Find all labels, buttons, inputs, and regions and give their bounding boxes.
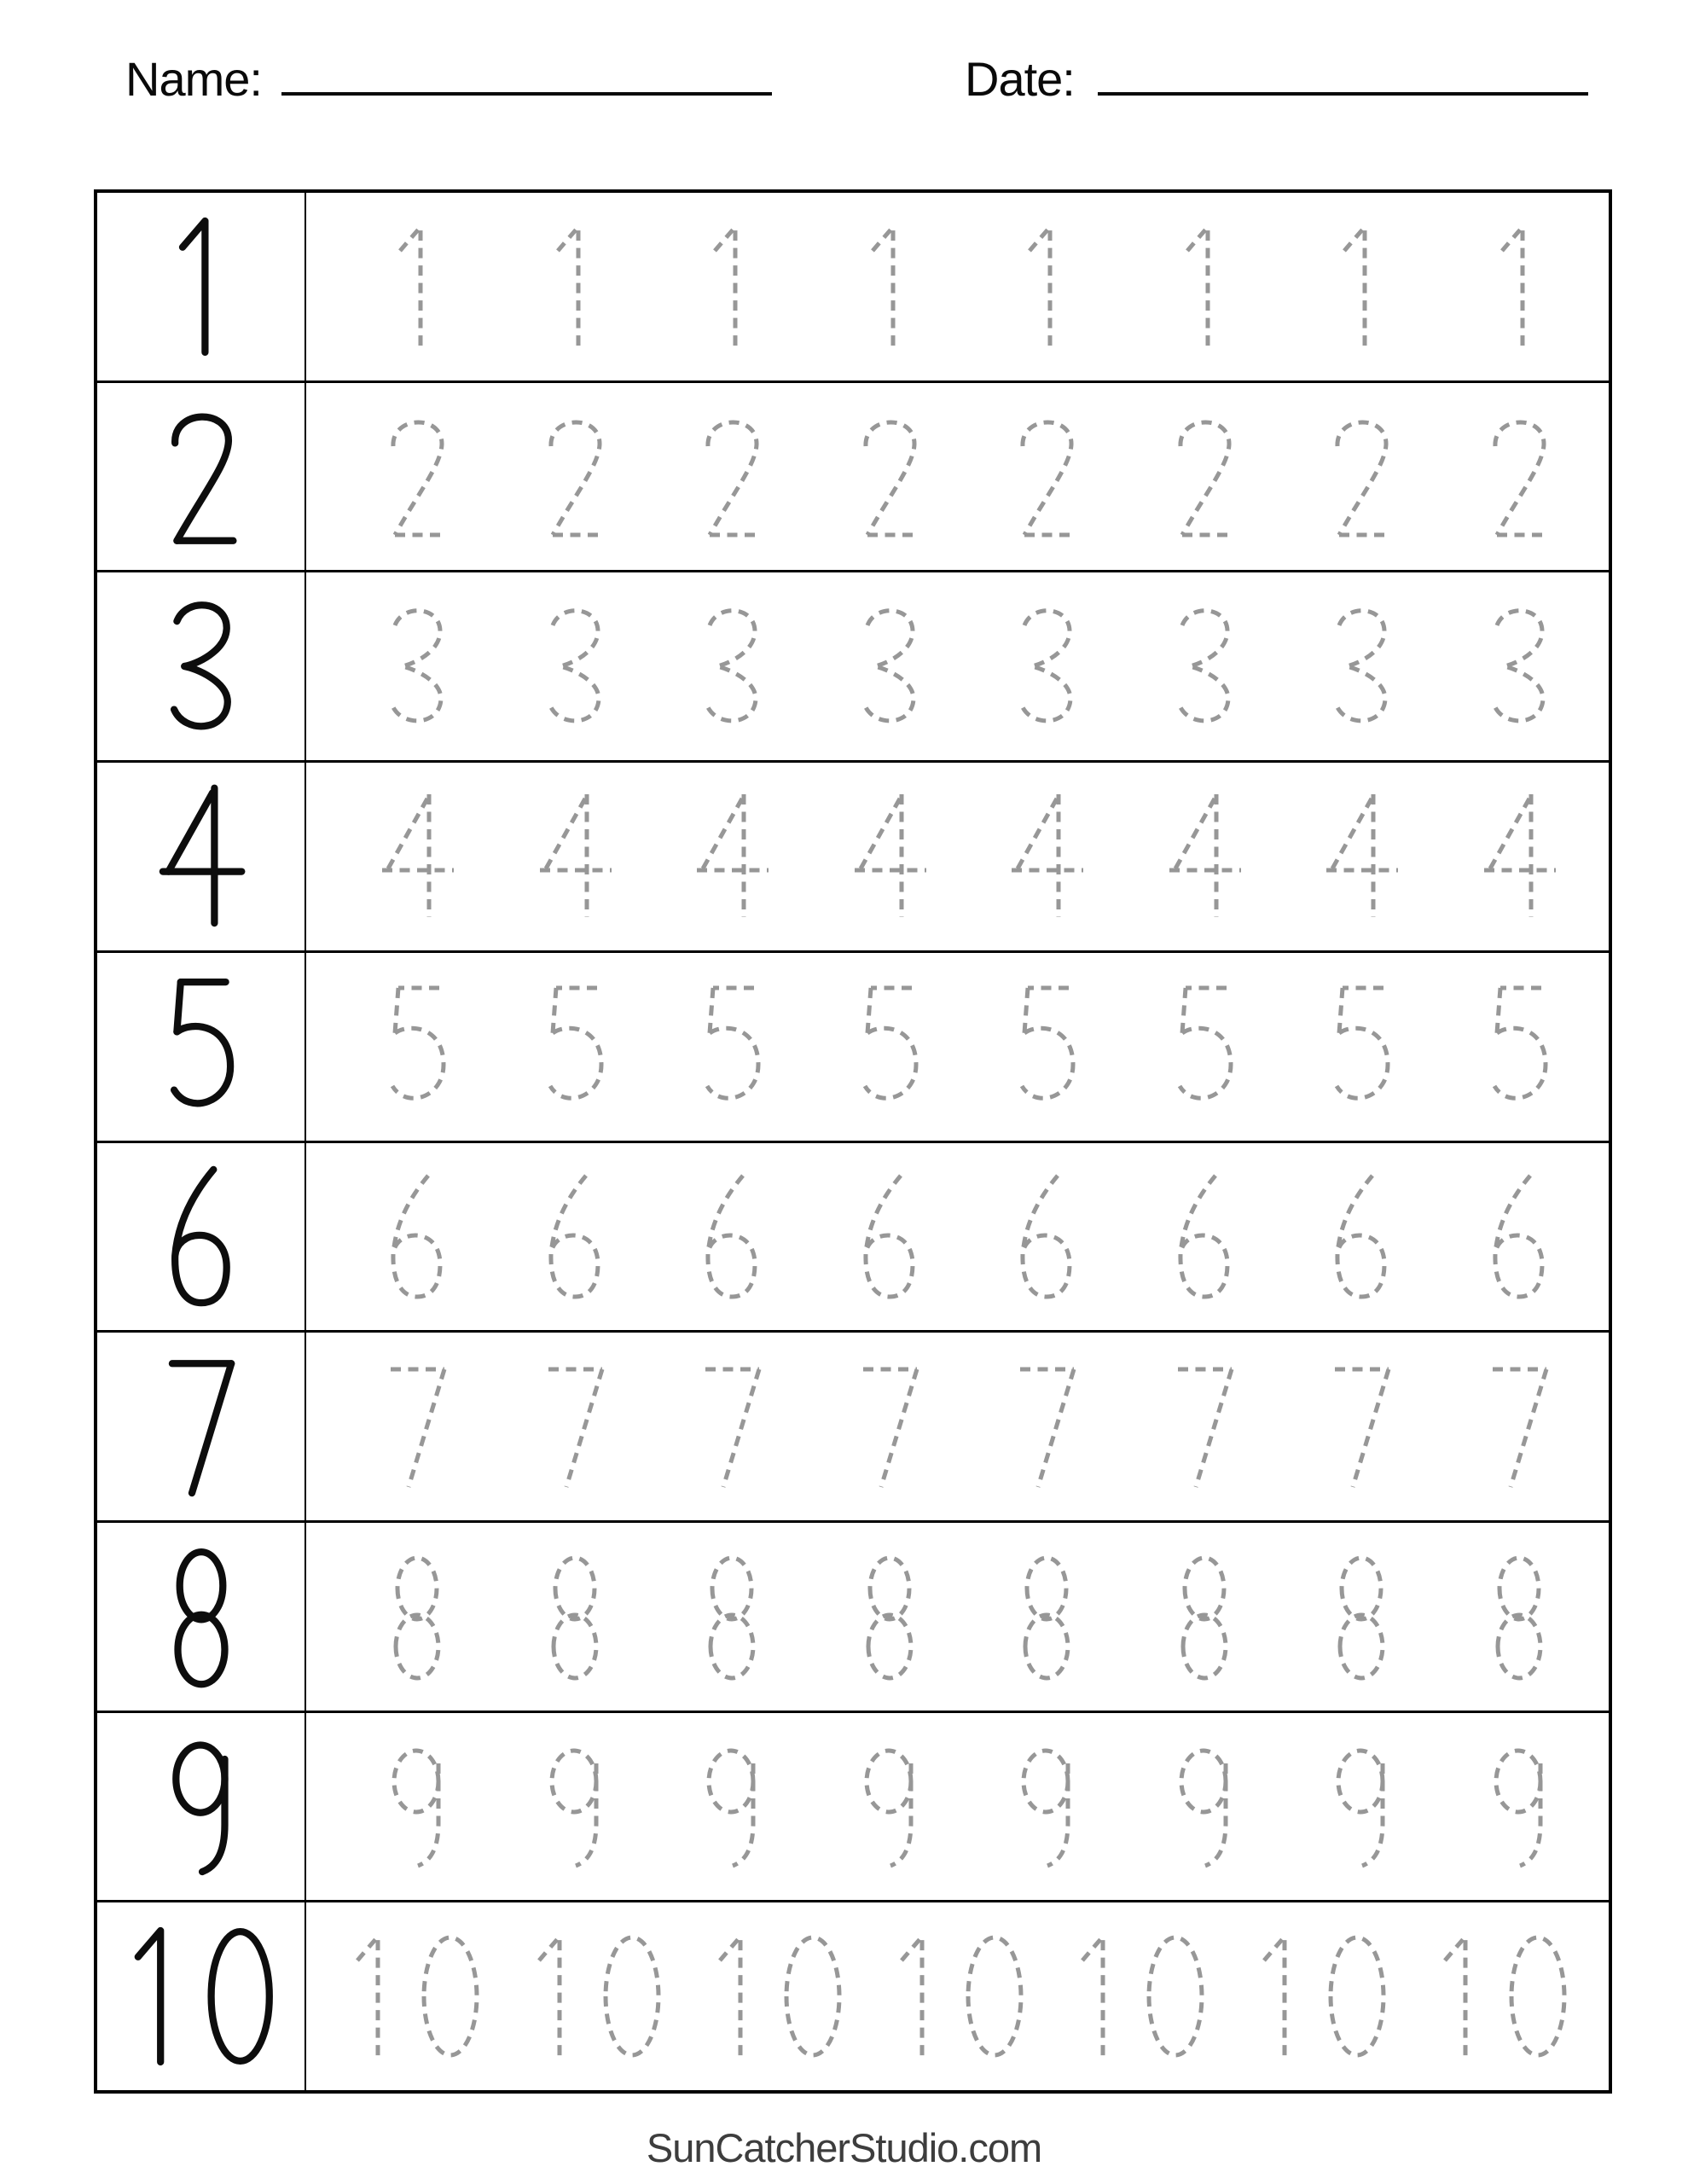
trace-number [847, 788, 932, 925]
trace-number [689, 1168, 774, 1304]
trace-number [532, 1738, 618, 1874]
trace-number [1476, 1358, 1562, 1495]
trace-number [689, 598, 774, 735]
trace-number [532, 598, 618, 735]
trace-numbers-cell [306, 1713, 1609, 1901]
trace-number [689, 1738, 774, 1874]
trace-number [532, 788, 618, 925]
trace-number [847, 1168, 932, 1304]
worksheet-row [97, 1902, 1609, 2090]
trace-number [847, 409, 932, 545]
trace-number [847, 1738, 932, 1874]
trace-number [689, 788, 774, 925]
trace-number [1004, 979, 1089, 1115]
solid-number [154, 212, 248, 362]
solid-number-cell [97, 1523, 306, 1711]
date-label: Date: [965, 52, 1075, 106]
worksheet-table [94, 189, 1612, 2094]
date-blank-line [1098, 92, 1588, 96]
solid-number [154, 781, 248, 932]
solid-number-cell [97, 1902, 306, 2090]
trace-number [374, 788, 460, 925]
trace-number [689, 409, 774, 545]
trace-number [1319, 1548, 1404, 1685]
trace-number [689, 979, 774, 1115]
trace-number [847, 598, 932, 735]
trace-number [1476, 598, 1562, 735]
worksheet-row [97, 193, 1609, 383]
worksheet-row [97, 572, 1609, 763]
trace-number [1476, 1168, 1562, 1304]
trace-numbers-cell [306, 383, 1609, 571]
solid-number [154, 1731, 248, 1881]
trace-number [532, 409, 618, 545]
solid-number-cell [97, 763, 306, 950]
trace-number [1430, 1928, 1575, 2065]
worksheet-row [97, 1143, 1609, 1333]
trace-numbers-cell [306, 1143, 1609, 1331]
trace-number [689, 1358, 774, 1495]
trace-number [847, 218, 932, 355]
trace-number [705, 1928, 850, 2065]
trace-number [1319, 1358, 1404, 1495]
trace-number [1004, 1168, 1089, 1304]
trace-number [689, 1548, 774, 1685]
solid-number [121, 1921, 281, 2071]
trace-number [532, 979, 618, 1115]
trace-number [532, 1168, 618, 1304]
solid-number-cell [97, 1333, 306, 1520]
trace-number [532, 1358, 618, 1495]
trace-number [532, 218, 618, 355]
trace-number [1162, 409, 1247, 545]
solid-number [154, 972, 248, 1122]
worksheet-row [97, 763, 1609, 953]
solid-number-cell [97, 1713, 306, 1901]
trace-number [532, 1548, 618, 1685]
solid-number-cell [97, 383, 306, 571]
trace-number [1162, 1168, 1247, 1304]
trace-number [1067, 1928, 1212, 2065]
trace-number [1476, 218, 1562, 355]
trace-number [1004, 409, 1089, 545]
worksheet-row [97, 1523, 1609, 1713]
trace-number [524, 1928, 669, 2065]
worksheet-row [97, 1333, 1609, 1523]
trace-number [374, 218, 460, 355]
trace-number [1476, 1548, 1562, 1685]
trace-number [1319, 788, 1404, 925]
trace-number [1319, 979, 1404, 1115]
worksheet-row [97, 383, 1609, 573]
solid-number [154, 591, 248, 741]
trace-number [1319, 598, 1404, 735]
solid-number [154, 402, 248, 552]
trace-number [886, 1928, 1031, 2065]
trace-number [342, 1928, 487, 2065]
trace-numbers-cell [306, 193, 1609, 380]
trace-number [374, 1738, 460, 1874]
trace-number [374, 1358, 460, 1495]
solid-number-cell [97, 572, 306, 760]
trace-number [1162, 1738, 1247, 1874]
trace-number [1004, 598, 1089, 735]
solid-number-cell [97, 1143, 306, 1331]
trace-number [1162, 218, 1247, 355]
trace-numbers-cell [306, 1902, 1609, 2090]
trace-number [1476, 979, 1562, 1115]
trace-number [847, 979, 932, 1115]
trace-number [1476, 788, 1562, 925]
trace-numbers-cell [306, 1333, 1609, 1520]
solid-number [154, 1161, 248, 1311]
trace-number [1319, 1168, 1404, 1304]
worksheet-row [97, 1713, 1609, 1903]
trace-number [1162, 598, 1247, 735]
trace-numbers-cell [306, 1523, 1609, 1711]
trace-number [1476, 409, 1562, 545]
trace-number [1004, 1548, 1089, 1685]
trace-number [1004, 1738, 1089, 1874]
trace-numbers-cell [306, 953, 1609, 1141]
trace-number [1249, 1928, 1394, 2065]
solid-number [154, 1542, 248, 1692]
trace-number [1162, 1358, 1247, 1495]
trace-number [1319, 218, 1404, 355]
trace-number [1319, 1738, 1404, 1874]
trace-number [689, 218, 774, 355]
trace-number [374, 979, 460, 1115]
trace-number [1162, 1548, 1247, 1685]
name-label: Name: [125, 52, 262, 106]
trace-number [374, 409, 460, 545]
trace-number [374, 1548, 460, 1685]
trace-numbers-cell [306, 763, 1609, 950]
trace-number [847, 1548, 932, 1685]
footer-site-text: SunCatcherStudio.com [646, 2125, 1042, 2170]
worksheet-row [97, 953, 1609, 1143]
trace-number [374, 598, 460, 735]
trace-number [1004, 1358, 1089, 1495]
trace-number [1004, 788, 1089, 925]
trace-numbers-cell [306, 572, 1609, 760]
trace-number [1162, 788, 1247, 925]
trace-number [1319, 409, 1404, 545]
trace-number [847, 1358, 932, 1495]
solid-number [154, 1351, 248, 1502]
solid-number-cell [97, 953, 306, 1141]
name-blank-line [281, 92, 772, 96]
trace-number [1004, 218, 1089, 355]
trace-number [1476, 1738, 1562, 1874]
trace-number [1162, 979, 1247, 1115]
solid-number-cell [97, 193, 306, 380]
trace-number [374, 1168, 460, 1304]
